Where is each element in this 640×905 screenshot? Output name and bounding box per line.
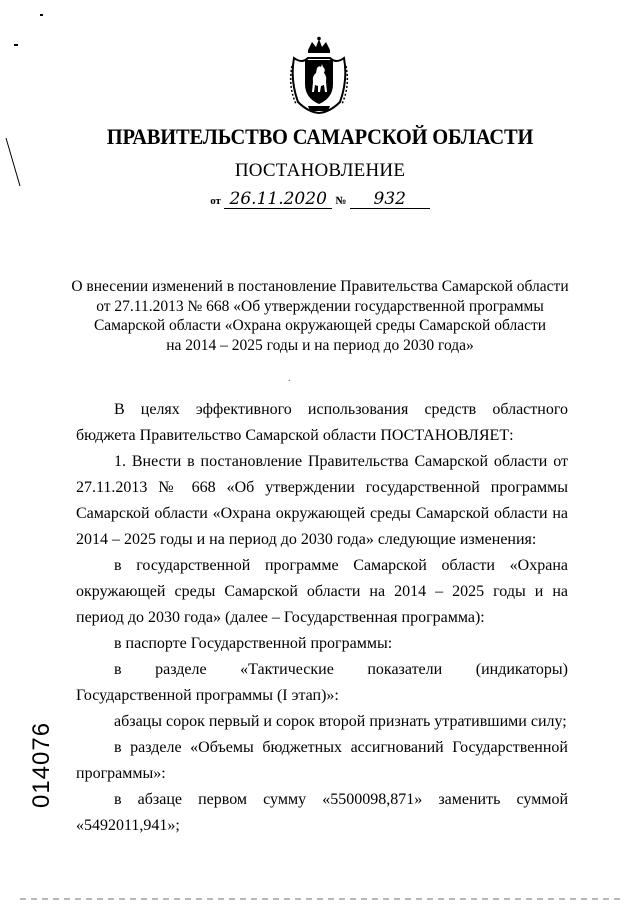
scan-mark (4, 136, 24, 188)
document-subject (60, 277, 580, 355)
body-paragraph: в абзаце первом сумму «5500098,871» заменить суммой «5492011,941»; (76, 791, 568, 834)
separator-dot: . (288, 373, 291, 384)
government-title: ПРАВИТЕЛЬСТВО САМАРСКОЙ ОБЛАСТИ (106, 124, 534, 149)
document-body (76, 397, 568, 839)
number-label: № (335, 195, 347, 207)
document-type: ПОСТАНОВЛЕНИЕ (234, 160, 406, 181)
body-paragraph: в государственной программе Самарской области «Охрана окружающей среды Самарской области на 2014 – 2025 годы и на период до 2030 года» (далее – Государственная программа): (76, 557, 568, 626)
scan-mark (14, 44, 18, 46)
date-number-line (0, 190, 640, 209)
side-stamp-number: 014076 (28, 721, 55, 808)
scan-mark (40, 14, 43, 16)
body-paragraph: в разделе «Тактические показатели (индикаторы) Государственной программы (I этап)»: (76, 661, 568, 704)
body-paragraph: 1. Внести в постановление Правительства Самарской области от 27.11.2013 № 668 «Об утверждении государственной программы Самарской области «Охрана окружающей среды Самарской области на 2014 – 2025 годы и на период до 2030 года» следующие изменения: (76, 453, 568, 548)
subject-line: Самарской области «Охрана окружающей среды Самарской области (93, 317, 547, 334)
body-paragraph: В целях эффективного использования средств областного бюджета Правительство Самарской области ПОСТАНОВЛЯЕТ: (76, 401, 568, 444)
date-value: 26.11.2020 (224, 190, 332, 209)
subject-line: от 27.11.2013 № 668 «Об утверждении государственной программы (96, 297, 544, 315)
number-value: 932 (350, 190, 430, 209)
date-label: от (210, 195, 221, 207)
body-paragraph: абзацы сорок первый и сорок второй признать утратившими силу; (114, 713, 567, 730)
coat-of-arms-icon (286, 36, 352, 114)
body-paragraph: в паспорте Государственной программы: (114, 635, 393, 652)
subject-line: на 2014 – 2025 годы и на период до 2030 года» (166, 336, 474, 354)
subject-line: О внесении изменений в постановление Правительства Самарской области (71, 278, 569, 295)
scan-footer-noise (20, 898, 620, 900)
body-paragraph: в разделе «Объемы бюджетных ассигнований Государственной программы»: (76, 739, 568, 782)
